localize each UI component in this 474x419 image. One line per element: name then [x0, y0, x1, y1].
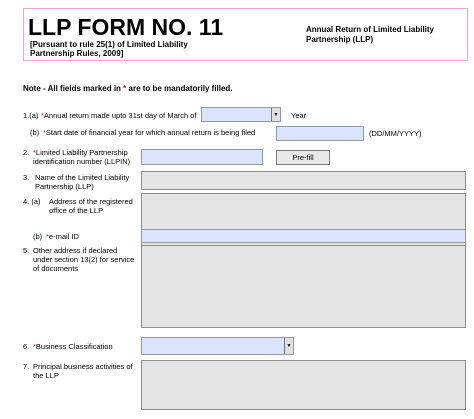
q1b-label-text: Start date of financial year for which annual return is being filed	[45, 128, 256, 137]
q4b-label	[46, 232, 79, 241]
q1b-number: (b)	[30, 128, 40, 137]
q7-label: Principal business activities of the LLP	[33, 362, 133, 380]
q4a-number: 4. (a)	[23, 197, 41, 206]
q4a-label: Address of the registered office of the LLP	[49, 197, 133, 215]
q1a-label	[41, 111, 197, 120]
mandatory-note	[23, 84, 233, 93]
year-label: Year	[291, 111, 307, 120]
required-asterisk: *	[46, 232, 49, 241]
year-dropdown[interactable]	[201, 107, 281, 122]
return-title: Annual Return of Limited Liability Partnership (LLP)	[306, 25, 434, 44]
q2-label-text: Limited Liability Partnership identification number (LLPIN)	[33, 148, 131, 166]
other-address-field	[141, 245, 466, 328]
chevron-down-icon[interactable]: ▼	[284, 338, 293, 354]
form-title: LLP FORM NO. 11	[28, 14, 224, 40]
note-prefix: Note - All fields marked in	[23, 84, 124, 93]
llp-name-field	[141, 171, 466, 190]
required-asterisk: *	[41, 111, 44, 120]
q6-number: 6.	[23, 342, 30, 351]
q6-label-text: Business Classification	[35, 342, 113, 351]
q5-label: Other address if declared under section 13(2) for service of documents	[33, 246, 135, 273]
q1b-label	[43, 128, 255, 137]
q1a-number: 1.(a)	[23, 111, 39, 120]
q3-label: Name of the Limited Liability Partnership (LLP)	[35, 173, 130, 191]
fy-start-date-input[interactable]	[276, 126, 364, 141]
llpin-input[interactable]	[141, 149, 263, 165]
q1a-label-text: Annual return made upto 31st day of March of	[43, 111, 197, 120]
business-classification-dropdown[interactable]	[141, 337, 294, 355]
email-field[interactable]	[141, 229, 466, 243]
required-asterisk: *	[33, 148, 36, 157]
q4b-label-text: e-mail ID	[48, 232, 79, 241]
chevron-down-icon[interactable]: ▼	[271, 108, 280, 121]
q7-number: 7.	[23, 362, 30, 371]
q6-label	[33, 342, 113, 351]
q4b-number: (b)	[33, 232, 43, 241]
required-asterisk: *	[43, 128, 46, 137]
q3-number: 3.	[23, 173, 30, 182]
prefill-button[interactable]: Pre-fill	[276, 150, 330, 165]
q5-number: 5.	[23, 246, 30, 255]
q2-number: 2.	[23, 148, 30, 157]
required-asterisk: *	[123, 84, 127, 93]
principal-business-field	[141, 360, 466, 410]
note-suffix: are to be mandatorily filled.	[126, 84, 233, 93]
required-asterisk: *	[33, 342, 36, 351]
form-subtitle: [Pursuant to rule 25(1) of Limited Liability Partnership Rules, 2009]	[30, 40, 188, 58]
date-format-hint: (DD/MM/YYYY)	[369, 129, 422, 138]
q2-label	[33, 148, 138, 166]
